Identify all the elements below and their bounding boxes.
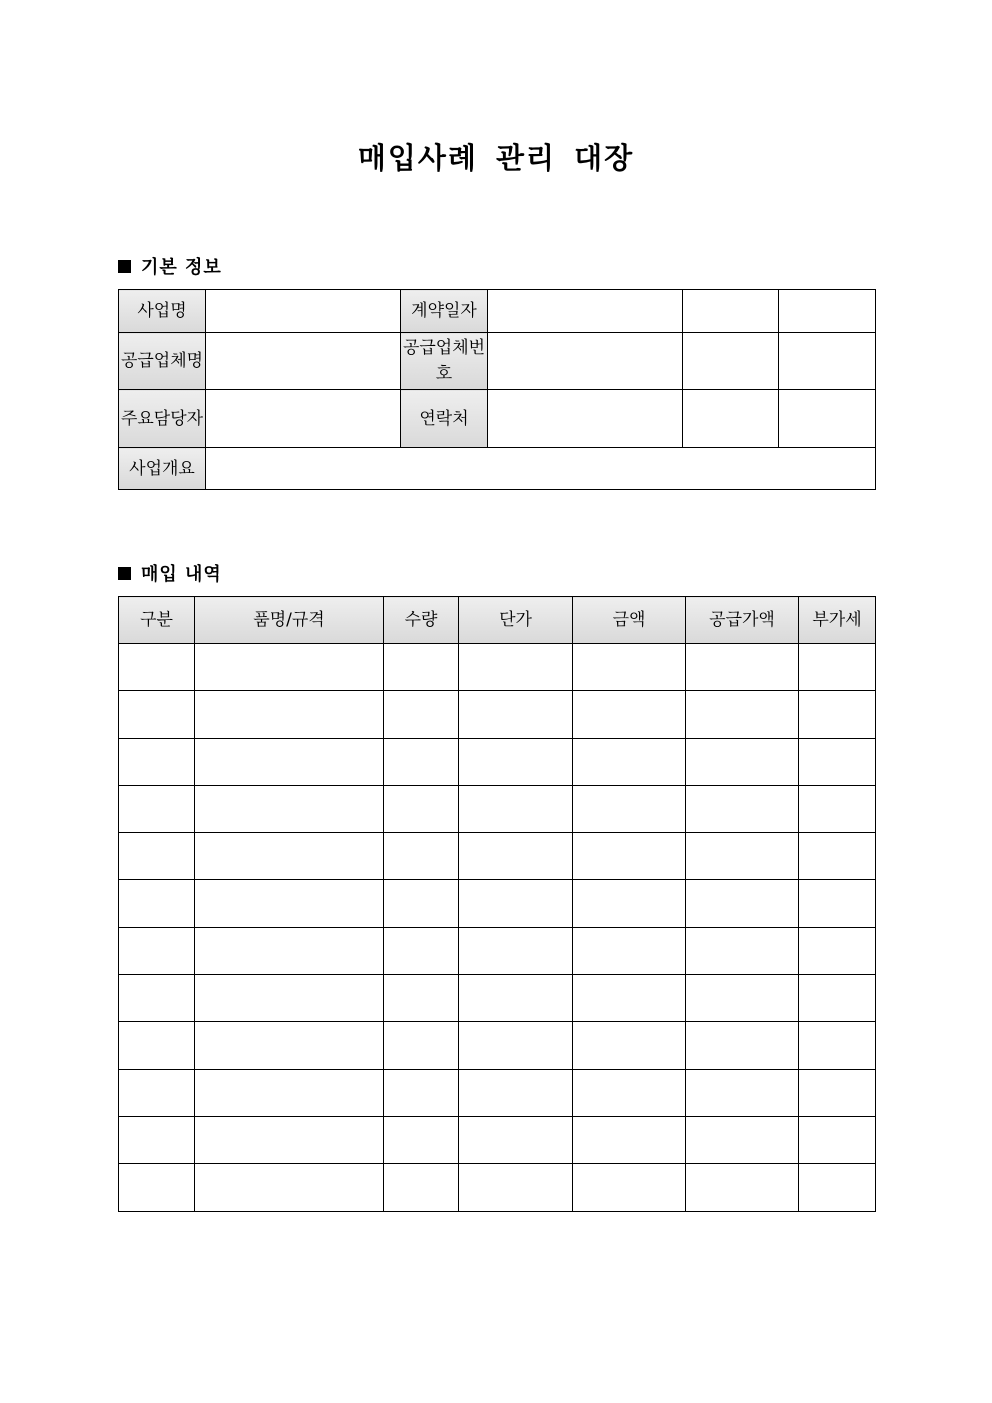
table-cell[interactable] [686, 1116, 799, 1163]
extra-cell[interactable] [683, 333, 779, 390]
table-cell[interactable] [119, 1164, 195, 1211]
extra-cell[interactable] [683, 390, 779, 448]
purchase-table [118, 596, 876, 1212]
table-cell[interactable] [686, 644, 799, 691]
contact-field[interactable] [488, 390, 683, 448]
label-supplier-number: 공급업체번호 [401, 333, 488, 390]
table-cell[interactable] [384, 975, 459, 1022]
table-cell[interactable] [573, 644, 686, 691]
page-title: 매입사례 관리 대장 [357, 141, 635, 175]
table-cell[interactable] [459, 785, 573, 832]
table-cell[interactable] [573, 927, 686, 974]
table-row [119, 1164, 876, 1211]
table-cell[interactable] [384, 785, 459, 832]
table-cell[interactable] [573, 738, 686, 785]
table-cell[interactable] [195, 691, 384, 738]
table-cell[interactable] [195, 644, 384, 691]
table-cell[interactable] [119, 1069, 195, 1116]
table-cell[interactable] [799, 880, 876, 927]
table-row [119, 833, 876, 880]
table-cell[interactable] [459, 975, 573, 1022]
table-cell[interactable] [686, 1022, 799, 1069]
table-cell[interactable] [799, 1069, 876, 1116]
label-contract-date: 계약일자 [401, 290, 488, 333]
table-row [119, 691, 876, 738]
supplier-number-field[interactable] [488, 333, 683, 390]
column-header-quantity: 수량 [384, 597, 459, 644]
column-header-vat: 부가세 [799, 597, 876, 644]
table-cell[interactable] [573, 1164, 686, 1211]
table-cell[interactable] [799, 833, 876, 880]
table-cell[interactable] [384, 927, 459, 974]
table-cell[interactable] [195, 880, 384, 927]
table-cell[interactable] [686, 691, 799, 738]
table-row [119, 785, 876, 832]
table-cell[interactable] [573, 1116, 686, 1163]
table-row [119, 1069, 876, 1116]
extra-cell[interactable] [683, 290, 779, 333]
basic-info-heading [118, 253, 222, 279]
table-cell[interactable] [119, 785, 195, 832]
table-cell[interactable] [119, 833, 195, 880]
table-cell[interactable] [195, 1022, 384, 1069]
table-cell[interactable] [799, 1022, 876, 1069]
table-cell[interactable] [384, 1116, 459, 1163]
table-cell[interactable] [119, 975, 195, 1022]
table-cell[interactable] [384, 644, 459, 691]
table-row [119, 927, 876, 974]
table-cell[interactable] [573, 975, 686, 1022]
square-bullet-icon [118, 567, 131, 580]
table-cell[interactable] [119, 738, 195, 785]
table-cell[interactable] [686, 833, 799, 880]
table-cell[interactable] [459, 1116, 573, 1163]
table-cell[interactable] [573, 1069, 686, 1116]
table-cell[interactable] [384, 880, 459, 927]
table-cell[interactable] [119, 644, 195, 691]
label-manager: 주요담당자 [119, 390, 206, 448]
table-cell[interactable] [195, 738, 384, 785]
label-overview: 사업개요 [119, 448, 206, 490]
table-cell[interactable] [686, 1164, 799, 1211]
table-row [119, 975, 876, 1022]
table-cell[interactable] [459, 833, 573, 880]
column-header-category: 구분 [119, 597, 195, 644]
table-cell[interactable] [384, 1164, 459, 1211]
table-cell[interactable] [384, 833, 459, 880]
basic-info-table [118, 289, 876, 490]
label-supplier-name: 공급업체명 [119, 333, 206, 390]
table-cell[interactable] [459, 927, 573, 974]
table-cell[interactable] [799, 975, 876, 1022]
table-row [119, 644, 876, 691]
table-cell[interactable] [459, 880, 573, 927]
extra-cell[interactable] [779, 333, 876, 390]
table-cell[interactable] [195, 785, 384, 832]
manager-field[interactable] [206, 390, 401, 448]
table-cell[interactable] [384, 1022, 459, 1069]
column-header-item: 품명/규격 [195, 597, 384, 644]
extra-cell[interactable] [779, 290, 876, 333]
table-cell[interactable] [799, 691, 876, 738]
supplier-name-field[interactable] [206, 333, 401, 390]
table-row [119, 1116, 876, 1163]
contract-date-field[interactable] [488, 290, 683, 333]
column-header-unit-price: 단가 [459, 597, 573, 644]
table-row [119, 1022, 876, 1069]
table-cell[interactable] [799, 927, 876, 974]
table-cell[interactable] [573, 880, 686, 927]
table-cell[interactable] [459, 1069, 573, 1116]
table-cell[interactable] [119, 1116, 195, 1163]
table-cell[interactable] [459, 1164, 573, 1211]
table-cell[interactable] [573, 833, 686, 880]
table-cell[interactable] [686, 880, 799, 927]
purchase-heading-text: 매입 내역 [141, 564, 222, 585]
column-header-supply-value: 공급가액 [686, 597, 799, 644]
label-contact: 연락처 [401, 390, 488, 448]
column-header-amount: 금액 [573, 597, 686, 644]
project-name-field[interactable] [206, 290, 401, 333]
table-cell[interactable] [573, 785, 686, 832]
table-cell[interactable] [195, 975, 384, 1022]
basic-info-heading-text: 기본 정보 [141, 257, 222, 278]
table-cell[interactable] [459, 1022, 573, 1069]
table-row [119, 738, 876, 785]
table-cell[interactable] [119, 691, 195, 738]
table-cell[interactable] [459, 738, 573, 785]
table-cell[interactable] [799, 738, 876, 785]
table-cell[interactable] [119, 927, 195, 974]
table-cell[interactable] [686, 785, 799, 832]
square-bullet-icon [118, 260, 131, 273]
table-cell[interactable] [195, 1116, 384, 1163]
label-project-name: 사업명 [119, 290, 206, 333]
table-cell[interactable] [384, 1069, 459, 1116]
purchase-rows [119, 644, 876, 1212]
extra-cell[interactable] [779, 390, 876, 448]
table-cell[interactable] [799, 1116, 876, 1163]
table-cell[interactable] [195, 1069, 384, 1116]
table-cell[interactable] [195, 1164, 384, 1211]
table-cell[interactable] [686, 1069, 799, 1116]
table-cell[interactable] [686, 975, 799, 1022]
table-cell[interactable] [799, 1164, 876, 1211]
table-row [119, 880, 876, 927]
table-cell[interactable] [119, 880, 195, 927]
table-cell[interactable] [686, 738, 799, 785]
table-cell[interactable] [459, 644, 573, 691]
table-cell[interactable] [459, 691, 573, 738]
table-cell[interactable] [799, 785, 876, 832]
purchase-heading [118, 560, 222, 586]
table-cell[interactable] [573, 1022, 686, 1069]
table-cell[interactable] [686, 927, 799, 974]
table-cell[interactable] [384, 691, 459, 738]
table-cell[interactable] [195, 833, 384, 880]
table-cell[interactable] [119, 1022, 195, 1069]
overview-field[interactable] [206, 448, 876, 490]
table-cell[interactable] [799, 644, 876, 691]
table-cell[interactable] [195, 927, 384, 974]
table-cell[interactable] [573, 691, 686, 738]
table-cell[interactable] [384, 738, 459, 785]
